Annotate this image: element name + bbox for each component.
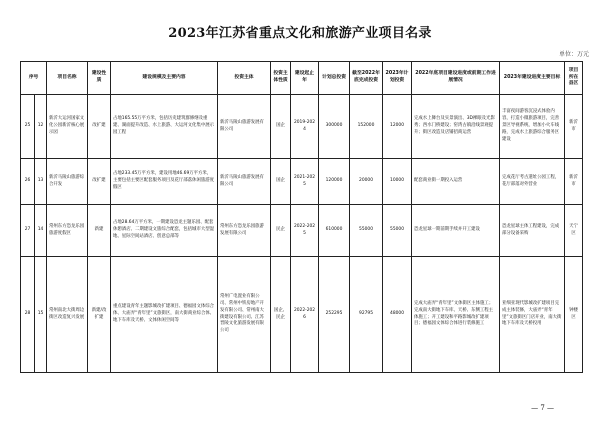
cell-target: 亚细亚现代影城改扩建项目完成主体装修，大庙弄“青年里”文旅街区门店开业，南大街地下车库及天桥投用	[500, 257, 565, 373]
cell-period: 2019-2024	[291, 95, 319, 159]
page-number: — 7 —	[531, 404, 554, 412]
cell-nature: 新建	[88, 205, 111, 257]
cell-nature: 改扩建	[88, 95, 111, 159]
cell-county: 钟楼区	[565, 257, 583, 373]
cell-county: 天宁区	[565, 205, 583, 257]
cell-content: 重点建设青年主题影城改扩建项目、德福园文体综合体、大庙弄“青年里”文旅街区，南大街商业综合体、地下车库及天桥、文体休闲空间等	[111, 257, 218, 373]
cell-plan: 48000	[383, 257, 412, 373]
header-nature: 建设性质	[88, 62, 111, 95]
cell-no: 14	[35, 205, 47, 257]
cell-progress: 完成水上舞台及实景演出、3D裸眼及光影秀；西水门桥建设；窑湾古镇沿线景观提升；街区改造及店铺招商运营	[412, 95, 500, 159]
cell-county: 新沂市	[565, 95, 583, 159]
cell-total: 252295	[319, 257, 350, 373]
cell-total: 610000	[319, 205, 350, 257]
header-plan: 2023年计划投资	[383, 62, 412, 95]
cell-no: 15	[35, 257, 47, 373]
header-row	[21, 62, 583, 95]
cell-seq: 28	[21, 257, 35, 373]
cell-nature: 改扩建	[88, 159, 111, 205]
cell-owner-type: 国企	[271, 159, 291, 205]
table-row	[21, 205, 583, 257]
cell-county: 新沂市	[565, 159, 583, 205]
page-title: 2023年江苏省重点文化和旅游产业项目名录	[168, 26, 432, 41]
header-content: 建设规模及主要内容	[111, 62, 218, 95]
cell-owner-type: 国企、民企	[271, 257, 291, 373]
cell-name: 常州南北大街周边街区改造复兴发展	[47, 257, 88, 373]
cell-content: 占地165.55万平方米，包括历史建筑群修缮及重建、湖面提升改造、水上旅游、大运河文化集中展示园工程	[111, 95, 218, 159]
cell-owner: 常州广电置业有限公司、常州中铁房地产开发有限公司、常州南大街建设有限公司、江苏晋陵文化旅游发展有限公司	[218, 257, 271, 373]
cell-owner: 新沂马陵山旅游发展有限公司	[218, 159, 271, 205]
cell-plan: 12000	[383, 95, 412, 159]
cell-content: 占地28.64万平方米，一期建设恐龙主题乐园、配套休憩酒店、二期建设文旅综合配套，包括城市大型湿地、星际空间站酒店、创意总部等	[111, 205, 218, 257]
cell-completed: 92795	[350, 257, 383, 373]
table-row	[21, 159, 583, 205]
cell-progress: 完成大庙弄“青年里”文体街区主体施工；完成南大街地下车库、天桥、东侧工程主体施工；开工建设和平路影城改扩建项目；德福园文体综合体进行装修施工	[412, 257, 500, 373]
cell-progress: 恐龙星球一期前期手续并开工建设	[412, 205, 500, 257]
header-total: 计划总投资	[319, 62, 350, 95]
project-table	[20, 61, 583, 373]
cell-total: 300000	[319, 95, 350, 159]
cell-seq: 27	[21, 205, 35, 257]
cell-completed: 55000	[350, 205, 383, 257]
cell-plan: 10000	[383, 159, 412, 205]
header-county: 项目所在县区	[565, 62, 583, 95]
header-owner: 投资主体	[218, 62, 271, 95]
unit-label: 单位：万元	[558, 51, 589, 58]
header-completed: 截至2022年底完成投资	[350, 62, 383, 95]
cell-target: 丰富夜间游客沉浸式体验内容，打造小微旅游项目，完善景区导视系统，增加小火车线路，完成水上旅游综合服务区建设	[500, 95, 565, 159]
cell-period: 2021-2025	[291, 159, 319, 205]
cell-target: 完成花厅考古遗址公园工程，花厅部落对外营业	[500, 159, 565, 205]
cell-period: 2022-2026	[291, 257, 319, 373]
table-row	[21, 257, 583, 373]
cell-completed: 152000	[350, 95, 383, 159]
cell-target: 恐龙星球主体工程建设，完成部分设备采购	[500, 205, 565, 257]
cell-progress: 配套商业街一期投入运营	[412, 159, 500, 205]
header-period: 建设起止年	[291, 62, 319, 95]
cell-owner-type: 民企	[271, 205, 291, 257]
table-row	[21, 95, 583, 159]
cell-seq: 25	[21, 95, 35, 159]
header-seq: 序号	[21, 62, 47, 95]
cell-name: 新沂马陵山旅游综合开发	[47, 159, 88, 205]
cell-completed: 20000	[350, 159, 383, 205]
cell-owner: 新沂马陵山旅游发展有限公司	[218, 95, 271, 159]
cell-period: 2022-2025	[291, 205, 319, 257]
cell-name: 常州东方恐龙乐园旅游度假区	[47, 205, 88, 257]
cell-no: 12	[35, 95, 47, 159]
header-target: 2023年建设进度主要目标	[500, 62, 565, 95]
cell-seq: 26	[21, 159, 35, 205]
cell-name: 新沂大运河国家文化公园新沂核心展示园	[47, 95, 88, 159]
cell-total: 120000	[319, 159, 350, 205]
header-owner-type: 投资主体性质	[271, 62, 291, 95]
cell-content: 占地233.45万平方米，建设用地46.69万平方米，主要包括主要区配套服务项目及花厅部落休闲旅游度假区	[111, 159, 218, 205]
cell-nature: 新建/改扩建	[88, 257, 111, 373]
header-name: 项目名称	[47, 62, 88, 95]
cell-no: 13	[35, 159, 47, 205]
header-progress: 2022年底项目建设进度或前期工作进展情况	[412, 62, 500, 95]
cell-owner-type: 国企	[271, 95, 291, 159]
cell-owner: 常州东方恐龙乐园旅游发展有限公司	[218, 205, 271, 257]
cell-plan: 55000	[383, 205, 412, 257]
